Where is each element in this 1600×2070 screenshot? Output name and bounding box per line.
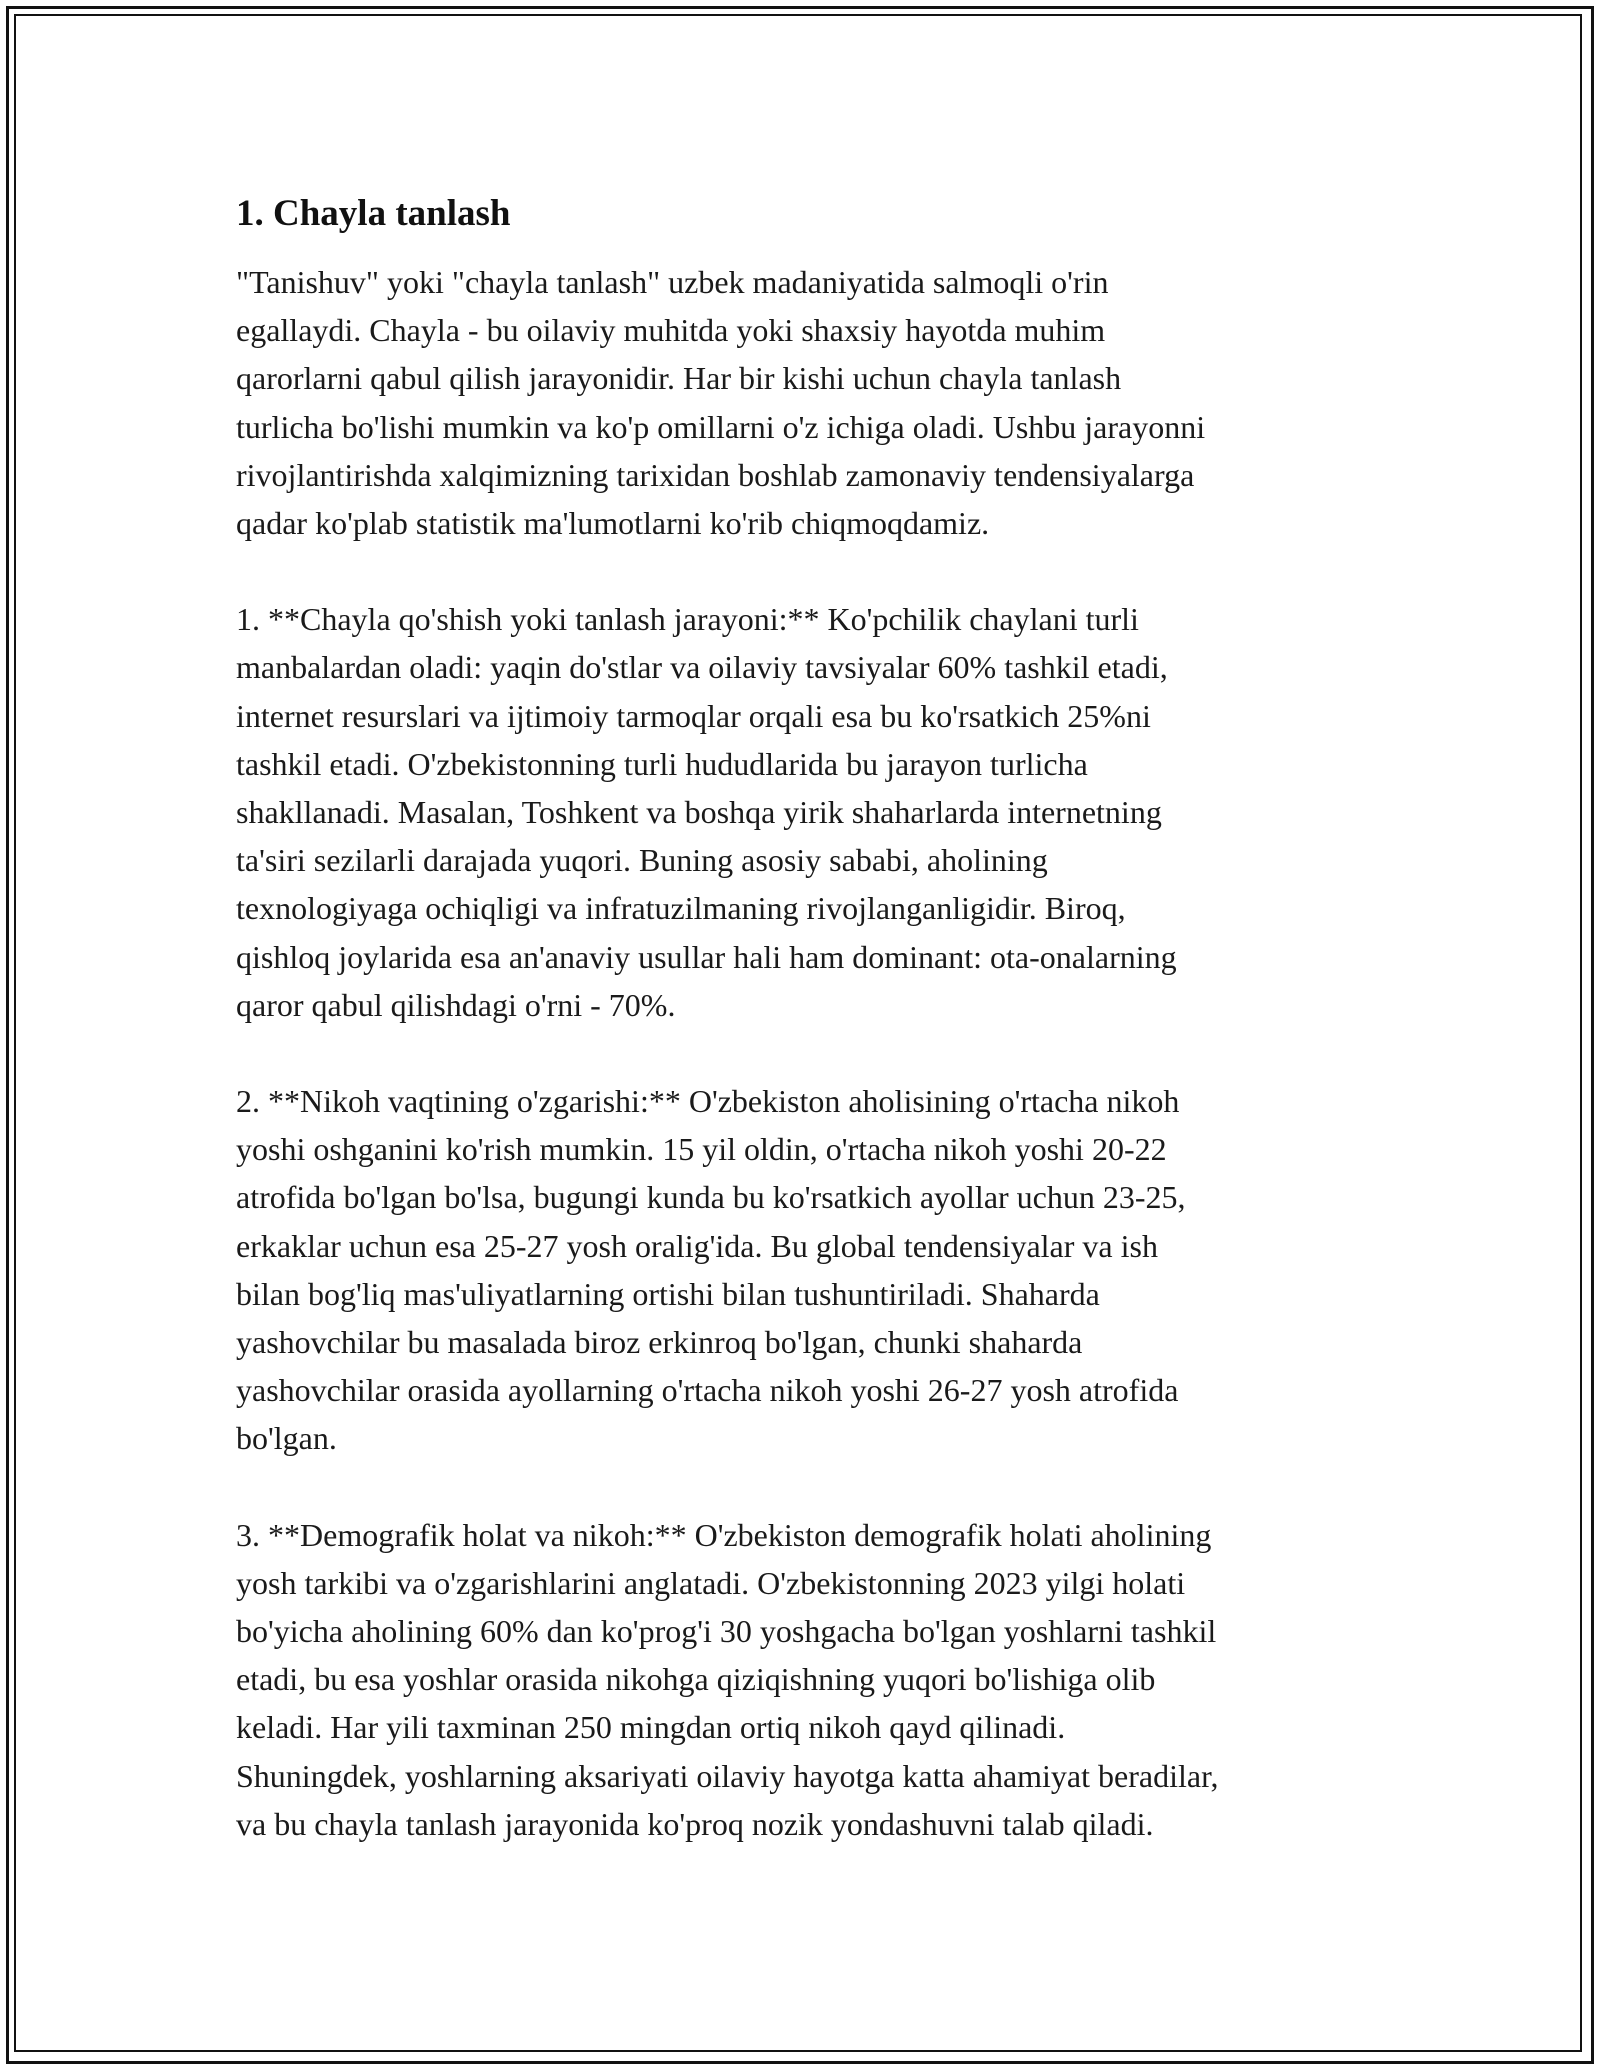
document-body	[236, 180, 1366, 1848]
section-heading: 1. Chayla tanlash	[236, 193, 511, 234]
paragraph-demographics-and-marriage: 3. **Demografik holat va nikoh:** O'zbekiston demografik holati aholining yosh tarkibi va o'zgarishlarini anglatadi. O'zbekistonning 2023 yilgi holati bo'yicha aholining 60% dan ko'prog'i 30 yoshgacha bo'lgan yoshlarni tashkil etadi, bu esa yoshlar orasida nikohga qiziqishning yuqori bo'lishiga olib keladi. Har yili taxminan 250 mingdan ortiq nikoh qayd qilinadi. Shuningdek, yoshlarning aksariyati oilaviy hayotga katta ahamiyat beradilar, va bu chayla tanlash jarayonida ko'proq nozik yondashuvni talab qiladi.	[236, 1516, 1219, 1842]
intro-paragraph: "Tanishuv" yoki "chayla tanlash" uzbek madaniyatida salmoqli o'rin egallaydi. Chayla - bu oilaviy muhitda yoki shaxsiy hayotda muhim qarorlarni qabul qilish jarayonidir. Har bir kishi uchun chayla tanlash turlicha bo'lishi mumkin va ko'p omillarni o'z ichiga oladi. Ushbu jarayonni rivojlantirishda xalqimizning tarixidan boshlab zamonaviy tendensiyalarga qadar ko'plab statistik ma'lumotlarni ko'rib chiqmoqdamiz.	[236, 264, 1206, 542]
paragraph-marriage-age-change: 2. **Nikoh vaqtining o'zgarishi:** O'zbekiston aholisining o'rtacha nikoh yoshi oshganini ko'rish mumkin. 15 yil oldin, o'rtacha nikoh yoshi 20-22 atrofida bo'lgan bo'lsa, bugungi kunda bu ko'rsatkich ayollar uchun 23-25, erkaklar uchun esa 25-27 yosh oralig'ida. Bu global tendensiyalar va ish bilan bog'liq mas'uliyatlarning ortishi bilan tushuntiriladi. Shaharda yashovchilar bu masalada biroz erkinroq bo'lgan, chunki shaharda yashovchilar orasida ayollarning o'rtacha nikoh yoshi 26-27 yosh atrofida bo'lgan.	[236, 1083, 1186, 1457]
paragraph-chayla-selection-process: 1. **Chayla qo'shish yoki tanlash jarayoni:** Ko'pchilik chaylani turli manbalardan oladi: yaqin do'stlar va oilaviy tavsiyalar 60% tashkil etadi, internet resurslari va ijtimoiy tarmoqlar orqali esa bu ko'rsatkich 25%ni tashkil etadi. O'zbekistonning turli hududlarida bu jarayon turlicha shakllanadi. Masalan, Toshkent va boshqa yirik shaharlarda internetning ta'siri sezilarli darajada yuqori. Buning asosiy sababi, aholining texnologiyaga ochiqligi va infratuzilmaning rivojlanganligidir. Biroq, qishloq joylarida esa an'anaviy usullar hali ham dominant: ota-onalarning qaror qabul qilishdagi o'rni - 70%.	[236, 601, 1177, 1023]
